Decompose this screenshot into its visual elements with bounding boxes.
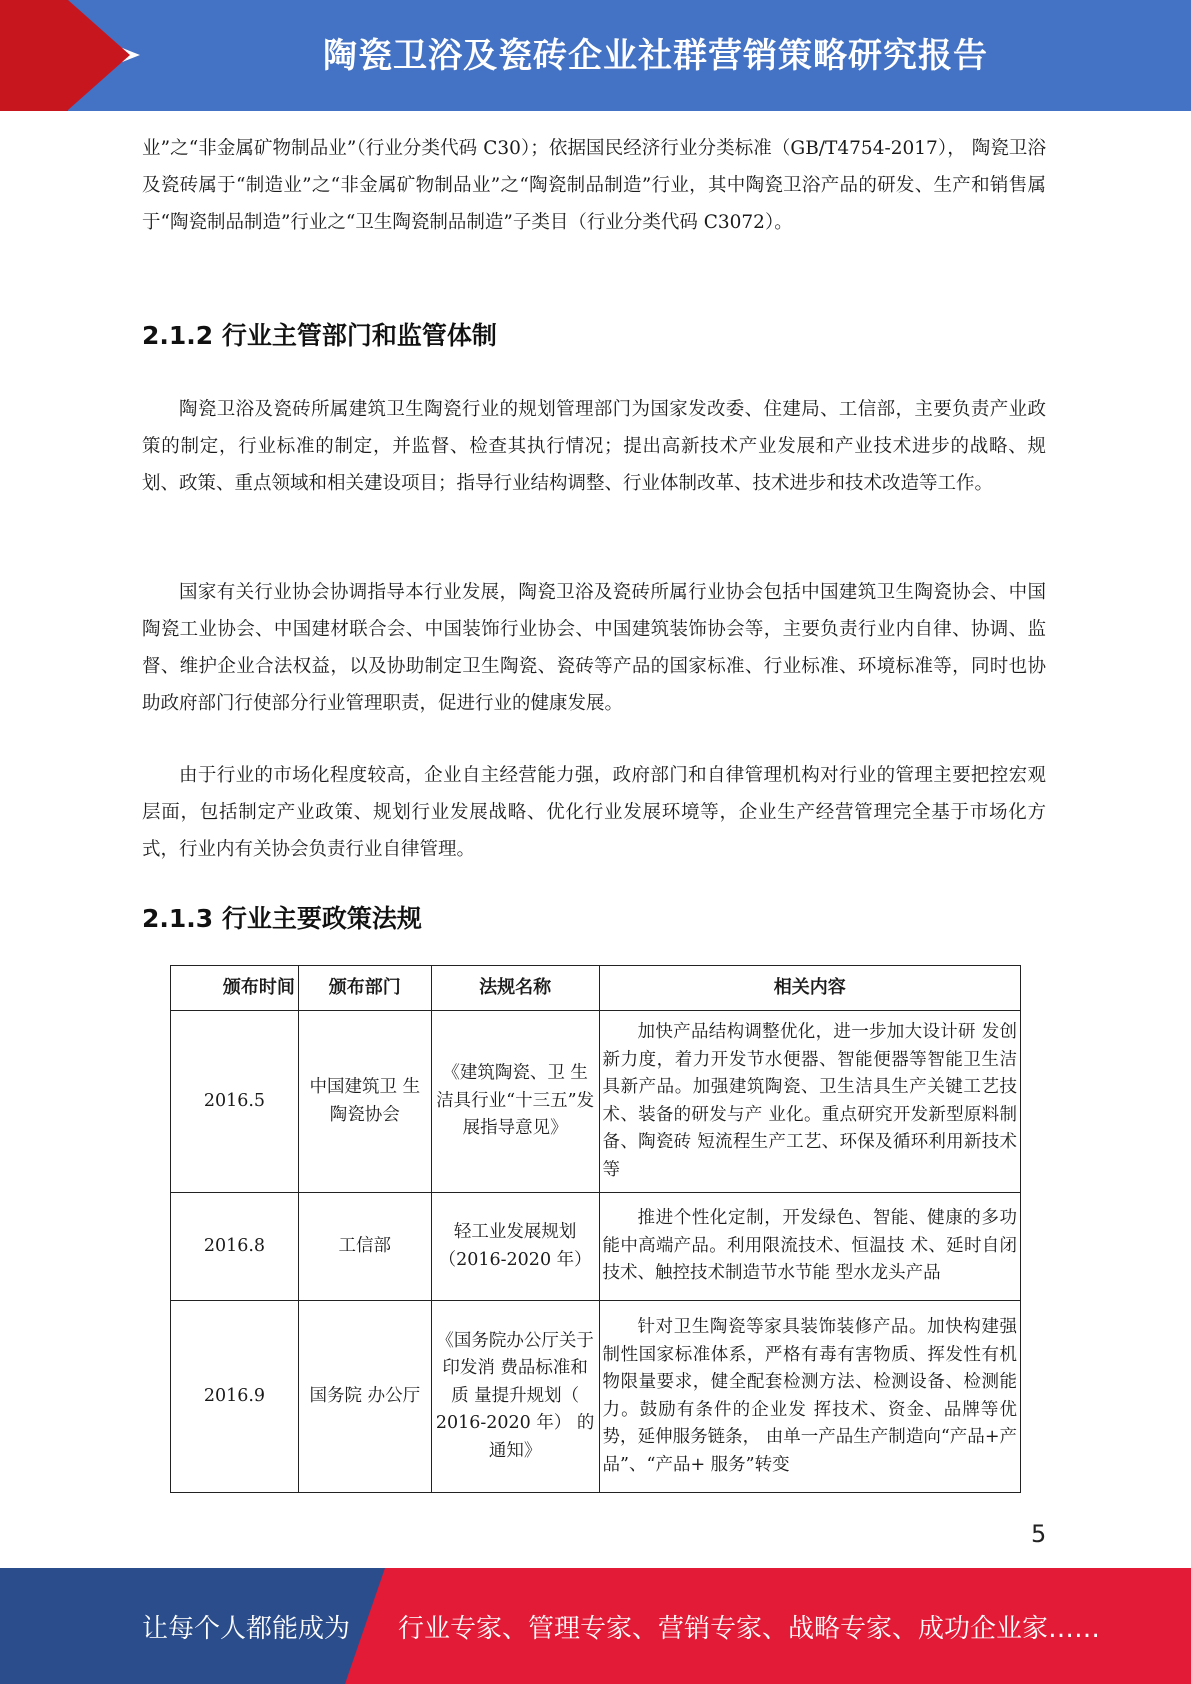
paragraph-market: 由于行业的市场化程度较高，企业自主经营能力强，政府部门和自律管理机构对行业的管理主要把控宏观层面，包括制定产业政策、规划行业发展战略、优化行业发展环境等，企业生产经营管理完全基于市场化方式，行业内有关协会负责行业自律管理。 (142, 765, 1046, 860)
row-content: 针对卫生陶瓷等家具装饰装修产品。加快构建强制性国家标准体系，严格有毒有害物质、挥发性有机物限量要求，健全配套检测方法、检测设备、检测能力。鼓励有条件的企业发 挥技术、资金、品牌等优势，延伸服务链条， 由单一产品生产制造向“产品+产品”、“产品+ 服务”转变 (599, 1301, 1020, 1493)
row-dept: 中国建筑卫 生陶瓷协会 (298, 1011, 431, 1193)
section-heading-2-1-3: 2.1.3 行业主要政策法规 (142, 904, 422, 933)
footer-slogan-right: 行业专家、管理专家、营销专家、战略专家、成功企业家…… (398, 1614, 1101, 1644)
page-footer (0, 1568, 1191, 1684)
row-date: 2016.5 (171, 1011, 299, 1193)
footer-slogan-left: 让每个人都能成为 (142, 1614, 351, 1644)
page-header (0, 0, 1191, 111)
row-name: 《建筑陶瓷、卫 生洁具行业“十三五”发展指导意见》 (431, 1011, 599, 1193)
section-2-1-2-body-2 (142, 574, 1046, 722)
header-date: 颁布时间 (171, 966, 299, 1011)
header-dept: 颁布部门 (298, 966, 431, 1011)
intro-block (142, 130, 1046, 241)
section-2-1-2-body-3 (142, 757, 1046, 868)
table-row (171, 1011, 1021, 1193)
row-name: 《国务院办公厅关于印发消 费品标准和质 量提升规划（ 2016-2020 年） 的通知》 (431, 1301, 599, 1493)
row-content: 推进个性化定制，开发绿色、智能、健康的多功能中高端产品。利用限流技术、恒温技 术、延时自闭技术、触控技术制造节水节能 型水龙头产品 (599, 1193, 1020, 1301)
paragraph-regulators: 陶瓷卫浴及瓷砖所属建筑卫生陶瓷行业的规划管理部门为国家发改委、住建局、工信部，主要负责产业政策的制定，行业标准的制定，并监督、检查其执行情况；提出高新技术产业发展和产业技术进步的战略、规划、政策、重点领域和相关建设项目；指导行业结构调整、行业体制改革、技术进步和技术改造等工作。 (142, 399, 1046, 494)
header-name: 法规名称 (431, 966, 599, 1011)
header-content: 相关内容 (599, 966, 1020, 1011)
row-name: 轻工业发展规划（2016-2020 年） (431, 1193, 599, 1301)
row-dept: 国务院 办公厅 (298, 1301, 431, 1493)
row-date: 2016.9 (171, 1301, 299, 1493)
row-date: 2016.8 (171, 1193, 299, 1301)
intro-paragraph: 业”之“非金属矿物制品业”（行业分类代码 C30）；依据国民经济行业分类标准（GB/T4754-2017）， 陶瓷卫浴及瓷砖属于“制造业”之“非金属矿物制品业”之“陶瓷制品制造”行业，其中陶瓷卫浴产品的研发、生产和销售属于“陶瓷制品制造”行业之“卫生陶瓷制品制造”子类目（行业分类代码 C3072）。 (142, 138, 1046, 233)
section-heading-2-1-2: 2.1.2 行业主管部门和监管体制 (142, 321, 497, 350)
table-header-row (171, 966, 1021, 1011)
paragraph-associations: 国家有关行业协会协调指导本行业发展，陶瓷卫浴及瓷砖所属行业协会包括中国建筑卫生陶瓷协会、中国陶瓷工业协会、中国建材联合会、中国装饰行业协会、中国建筑装饰协会等，主要负责行业内自律、协调、监督、维护企业合法权益，以及协助制定卫生陶瓷、瓷砖等产品的国家标准、行业标准、环境标准等，同时也协助政府部门行使部分行业管理职责，促进行业的健康发展。 (142, 582, 1046, 714)
footer-blue-slant (345, 1568, 385, 1684)
header-red-arrow (68, 0, 130, 110)
row-dept: 工信部 (298, 1193, 431, 1301)
section-2-1-2-body (142, 391, 1046, 502)
policy-table (170, 965, 1021, 1493)
table-row (171, 1193, 1021, 1301)
row-content: 加快产品结构调整优化，进一步加大设计研 发创新力度，着力开发节水便器、智能便器等智能卫生洁具新产品。加强建筑陶瓷、卫生洁具生产关键工艺技术、装备的研发与产 业化。重点研究开发新型原料制备、陶瓷砖 短流程生产工艺、环保及循环利用新技术等 (599, 1011, 1020, 1193)
report-title: 陶瓷卫浴及瓷砖企业社群营销策略研究报告 (323, 36, 988, 76)
page-number: 5 (1031, 1520, 1047, 1548)
table-row (171, 1301, 1021, 1493)
header-red-block (0, 0, 68, 111)
